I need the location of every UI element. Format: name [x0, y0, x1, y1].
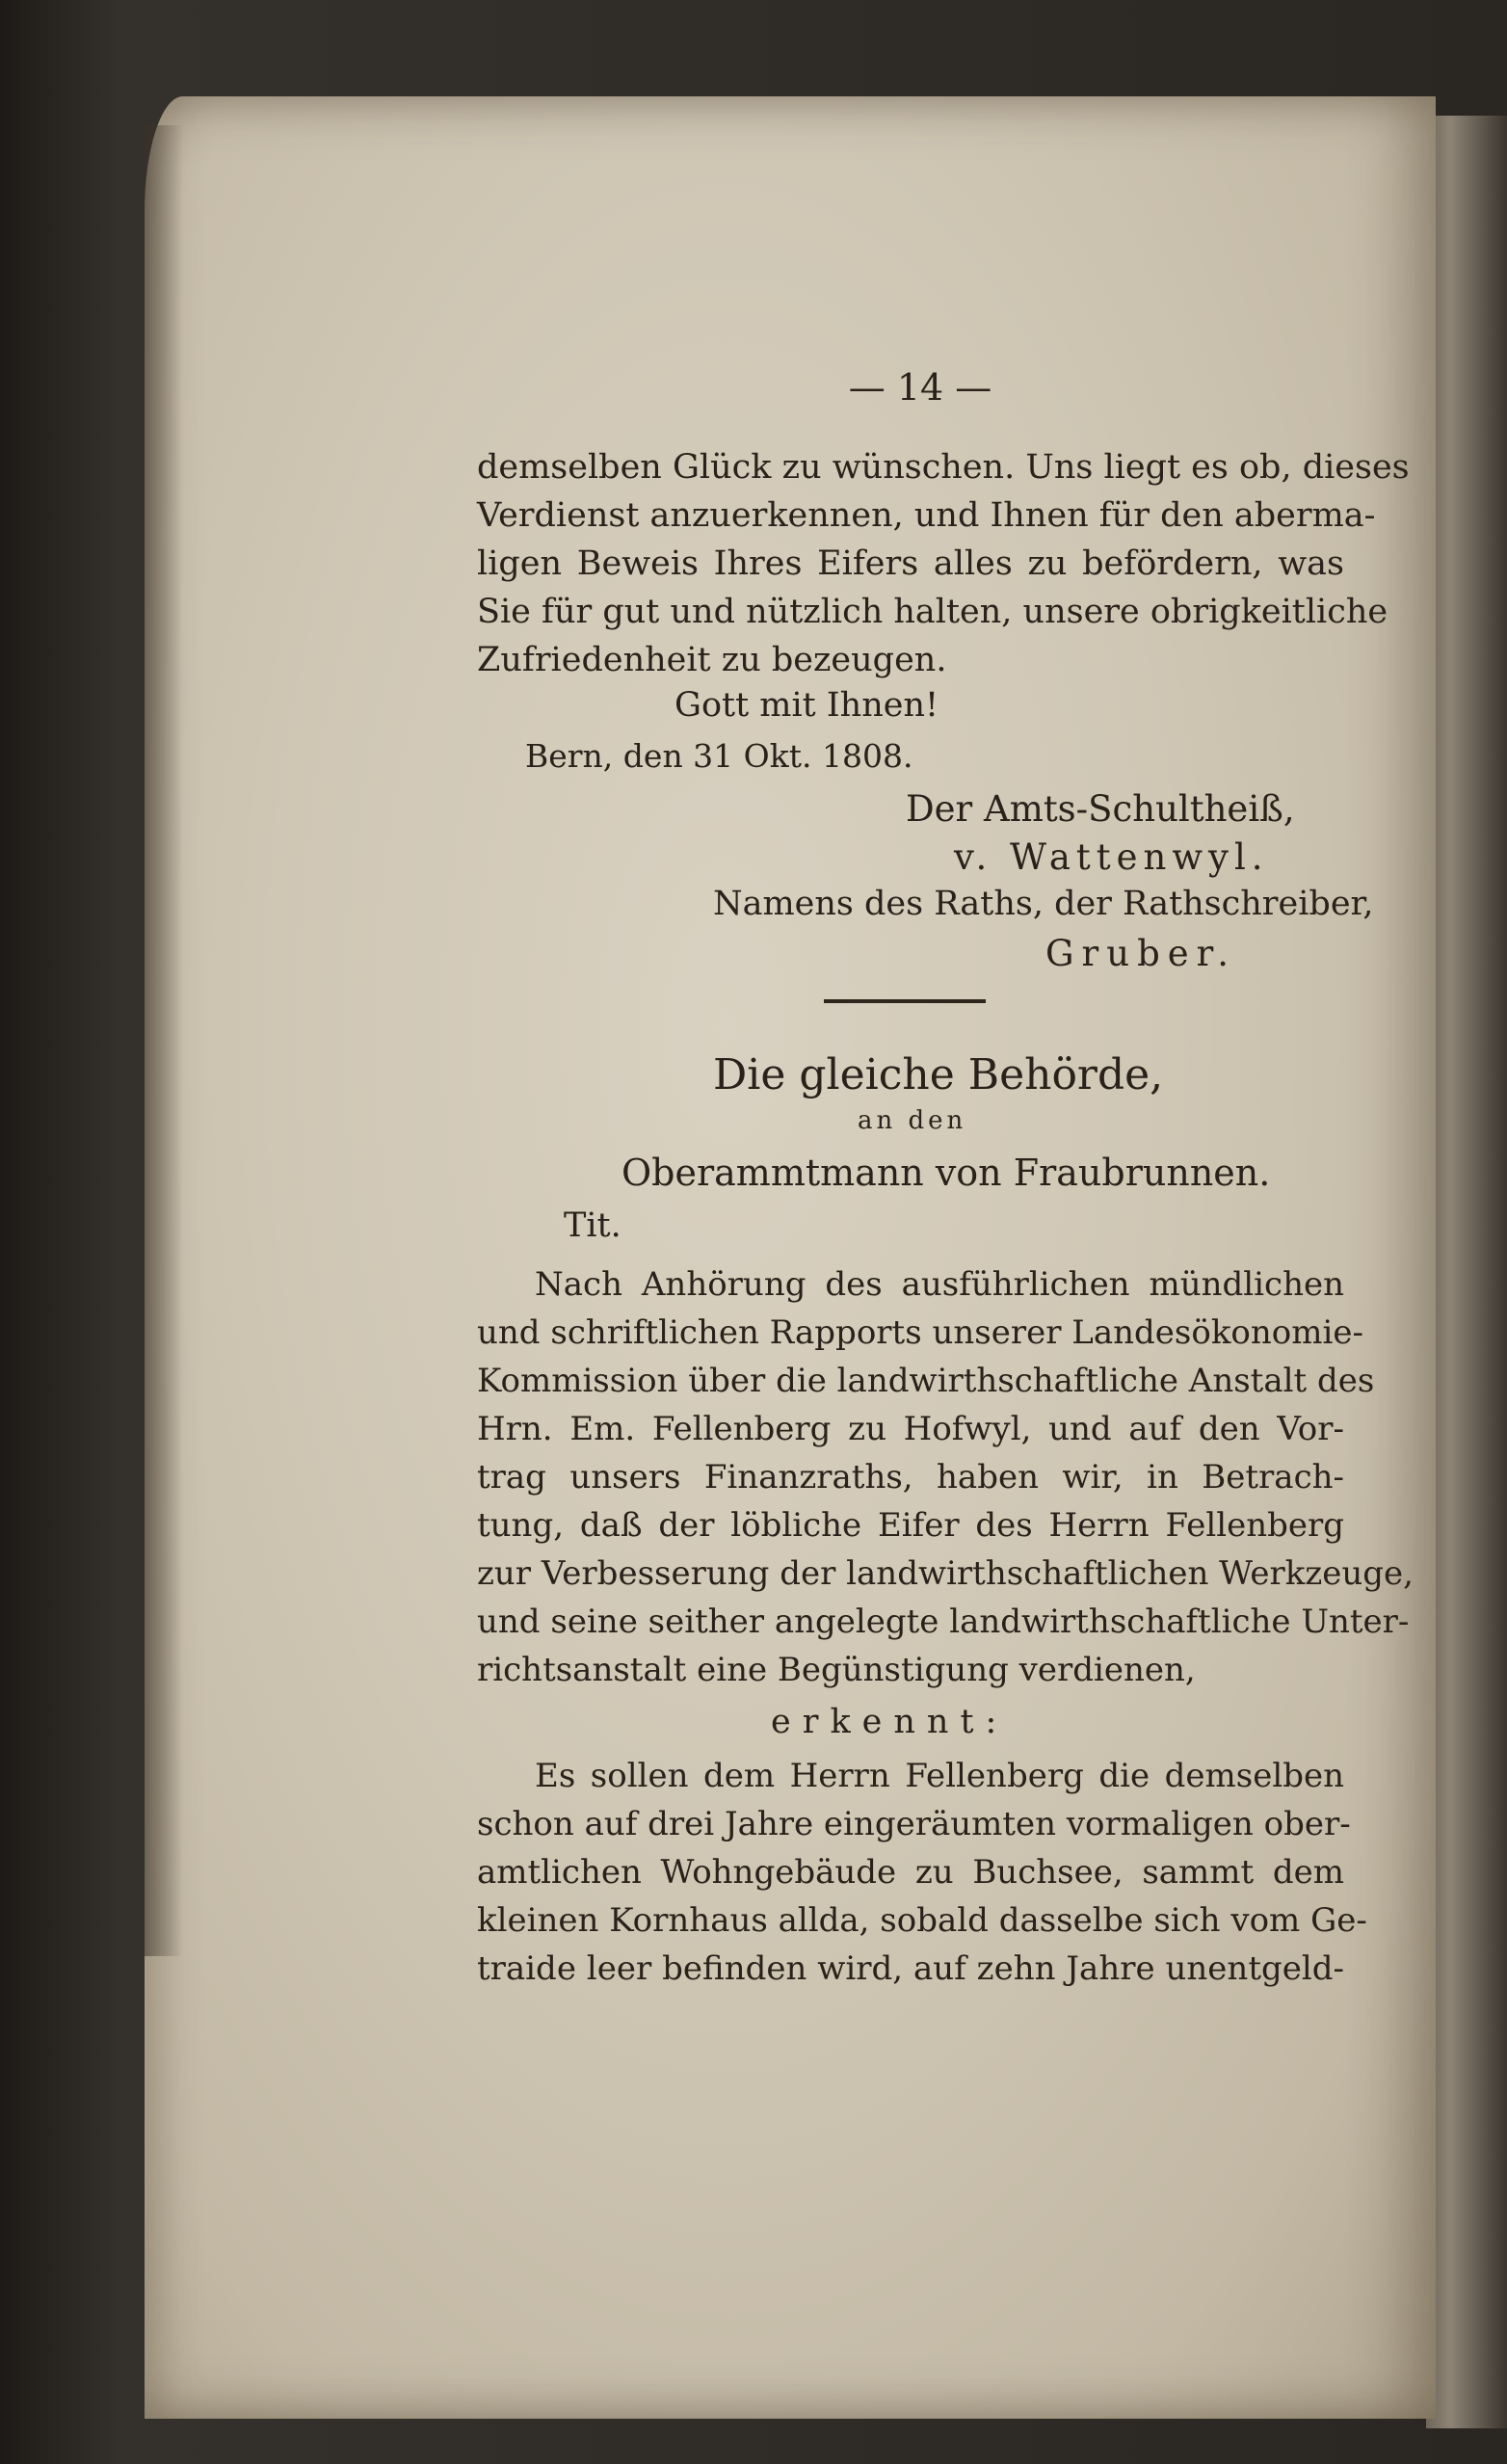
- text-line: und schriftlichen Rapports unserer Landesökonomie-: [477, 1313, 1363, 1352]
- section-divider: [824, 999, 986, 1003]
- text-line: kleinen Kornhaus allda, sobald dasselbe sich vom Ge-: [477, 1901, 1367, 1940]
- text-line: zur Verbesserung der landwirthschaftlichen Werkzeuge,: [477, 1554, 1414, 1593]
- text-line: Sie für gut und nützlich halten, unsere obrigkeitliche: [477, 593, 1388, 631]
- text-line: Hrn. Em. Fellenberg zu Hofwyl, und auf den Vor-: [477, 1410, 1344, 1448]
- text-line: Es sollen dem Herrn Fellenberg die demselben: [535, 1757, 1344, 1795]
- text-line: richtsanstalt eine Begünstigung verdienen,: [477, 1651, 1196, 1689]
- facing-page-edge: [1426, 116, 1507, 2428]
- text-line: Zufriedenheit zu bezeugen.: [477, 641, 947, 679]
- text-line: trag unsers Finanzraths, haben wir, in Betrach-: [477, 1458, 1344, 1497]
- heading-line-3: Oberammtmann von Fraubrunnen.: [621, 1152, 1271, 1194]
- text-line: und seine seither angelegte landwirthschaftliche Unter-: [477, 1603, 1410, 1641]
- paragraph-2: [477, 1260, 1414, 1694]
- salutation: Gott mit Ihnen!: [674, 686, 939, 725]
- text-line: Nach Anhörung des ausführlichen mündlichen: [535, 1265, 1344, 1304]
- paragraph-3: [477, 1752, 1367, 1993]
- text-line: amtlichen Wohngebäude zu Buchsee, sammt dem: [477, 1853, 1344, 1892]
- text-line: ligen Beweis Ihres Eifers alles zu befördern, was: [477, 544, 1344, 583]
- date-line: Bern, den 31 Okt. 1808.: [525, 737, 913, 775]
- heading-line-1: Die gleiche Behörde,: [713, 1050, 1164, 1100]
- text-line: Verdienst anzuerkennen, und Ihnen für den aberma-: [477, 496, 1376, 535]
- page-number: — 14 —: [848, 366, 992, 409]
- signature-title: Der Amts-Schultheiß,: [906, 788, 1295, 830]
- text-line: traide leer befinden wird, auf zehn Jahre unentgeld-: [477, 1949, 1344, 1988]
- page-curl-shadow: [145, 125, 183, 1956]
- erkennt: erkennt:: [771, 1703, 1009, 1741]
- signature-name: v. Wattenwyl.: [954, 836, 1269, 878]
- text-line: demselben Glück zu wünschen. Uns liegt es ob, dieses: [477, 448, 1410, 487]
- secretary-name: Gruber.: [1045, 933, 1237, 974]
- text-line: tung, daß der löbliche Eifer des Herrn Fellenberg: [477, 1506, 1344, 1545]
- heading-line-2: an den: [858, 1106, 967, 1135]
- text-line: Kommission über die landwirthschaftliche Anstalt des: [477, 1362, 1375, 1400]
- salutation-tit: Tit.: [564, 1206, 621, 1245]
- secretary-title: Namens des Raths, der Rathschreiber,: [713, 885, 1374, 923]
- paragraph-1: [477, 443, 1410, 684]
- text-line: schon auf drei Jahre eingeräumten vormaligen ober-: [477, 1805, 1351, 1843]
